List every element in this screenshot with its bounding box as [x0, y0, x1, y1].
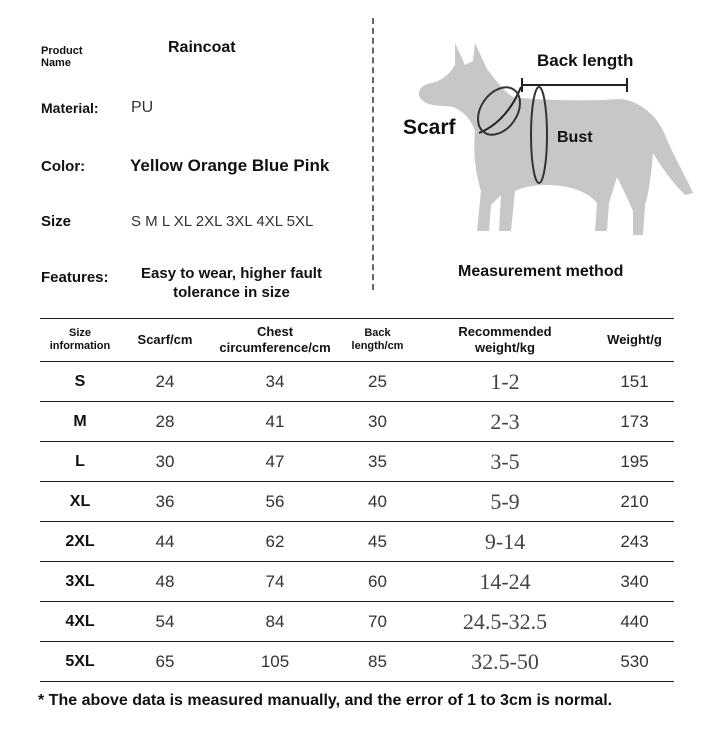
table-row — [40, 482, 674, 522]
header-scarf: Scarf/cm — [137, 332, 193, 347]
dog-silhouette — [419, 43, 693, 235]
cell-back-length: 25 — [368, 371, 387, 391]
table-row — [40, 562, 674, 602]
cell-scarf: 65 — [155, 651, 175, 671]
cell-weight: 210 — [620, 491, 649, 511]
scarf-label: Scarf — [403, 116, 456, 139]
cell-size: 3XL — [65, 572, 95, 590]
cell-size: 4XL — [65, 612, 95, 630]
cell-size: XL — [69, 492, 91, 510]
cell-back-length: 60 — [368, 571, 387, 591]
cell-weight: 243 — [620, 531, 649, 551]
cell-chest: 34 — [265, 371, 285, 391]
cell-recommended-weight: 3-5 — [490, 448, 520, 474]
cell-size: S — [74, 372, 86, 390]
table-row — [40, 602, 674, 642]
cell-back-length: 40 — [368, 491, 387, 511]
cell-size: M — [73, 412, 87, 430]
measurement-footnote: * The above data is measured manually, and the error of 1 to 3cm is normal. — [38, 692, 613, 709]
cell-back-length: 70 — [368, 611, 387, 631]
cell-recommended-weight: 2-3 — [490, 408, 520, 434]
cell-chest: 41 — [265, 411, 285, 431]
cell-scarf: 28 — [155, 411, 175, 431]
table-header-row — [40, 318, 674, 362]
table-row — [40, 362, 674, 402]
cell-weight: 173 — [620, 411, 649, 431]
cell-chest: 56 — [265, 491, 285, 511]
cell-chest: 84 — [265, 611, 285, 631]
cell-recommended-weight: 9-14 — [484, 528, 526, 554]
cell-chest: 62 — [265, 531, 285, 551]
table-row — [40, 442, 674, 482]
product-name-label: Product Name — [41, 45, 83, 69]
color-label: Color: — [41, 158, 86, 175]
cell-scarf: 36 — [155, 491, 175, 511]
cell-recommended-weight: 24.5-32.5 — [462, 608, 548, 634]
table-row — [40, 642, 674, 682]
section-divider — [372, 18, 374, 290]
features-label: Features: — [41, 269, 109, 286]
cell-scarf: 30 — [155, 451, 175, 471]
cell-scarf: 44 — [155, 531, 175, 551]
cell-weight: 151 — [620, 371, 649, 391]
cell-size: 2XL — [65, 532, 95, 550]
product-name-value: Raincoat — [168, 39, 236, 56]
header-weight: Weight/g — [607, 332, 662, 347]
cell-chest: 105 — [260, 651, 290, 671]
cell-size: L — [75, 452, 85, 470]
cell-recommended-weight: 32.5-50 — [471, 648, 539, 674]
size-label: Size — [41, 213, 72, 230]
size-value: S M L XL 2XL 3XL 4XL 5XL — [131, 213, 314, 230]
cell-chest: 47 — [265, 451, 285, 471]
features-value: Easy to wear, higher fault tolerance in size — [141, 265, 322, 301]
size-table — [40, 318, 674, 682]
cell-back-length: 85 — [368, 651, 387, 671]
cell-weight: 530 — [620, 651, 649, 671]
cell-weight: 340 — [620, 571, 649, 591]
cell-weight: 195 — [620, 451, 649, 471]
header-size-info: Size information — [49, 327, 111, 352]
cell-scarf: 48 — [155, 571, 175, 591]
header-chest: Chest circumference/cm — [219, 324, 331, 355]
cell-chest: 74 — [265, 571, 285, 591]
material-value: PU — [131, 99, 154, 116]
color-value: Yellow Orange Blue Pink — [130, 156, 330, 175]
header-back-length: Back length/cm — [351, 327, 404, 352]
measurement-caption: Measurement method — [458, 263, 624, 280]
cell-recommended-weight: 1-2 — [490, 368, 520, 394]
cell-recommended-weight: 14-24 — [479, 568, 531, 594]
header-recommended-weight: Recommended weight/kg — [458, 324, 552, 355]
cell-weight: 440 — [620, 611, 649, 631]
cell-scarf: 24 — [155, 371, 175, 391]
cell-size: 5XL — [65, 652, 95, 670]
cell-back-length: 35 — [368, 451, 387, 471]
cell-back-length: 45 — [368, 531, 387, 551]
cell-back-length: 30 — [368, 411, 387, 431]
table-row — [40, 522, 674, 562]
back-length-label: Back length — [537, 51, 634, 70]
cell-recommended-weight: 5-9 — [490, 488, 520, 514]
bust-label: Bust — [557, 129, 593, 146]
cell-scarf: 54 — [155, 611, 175, 631]
table-row — [40, 402, 674, 442]
material-label: Material: — [41, 100, 99, 116]
